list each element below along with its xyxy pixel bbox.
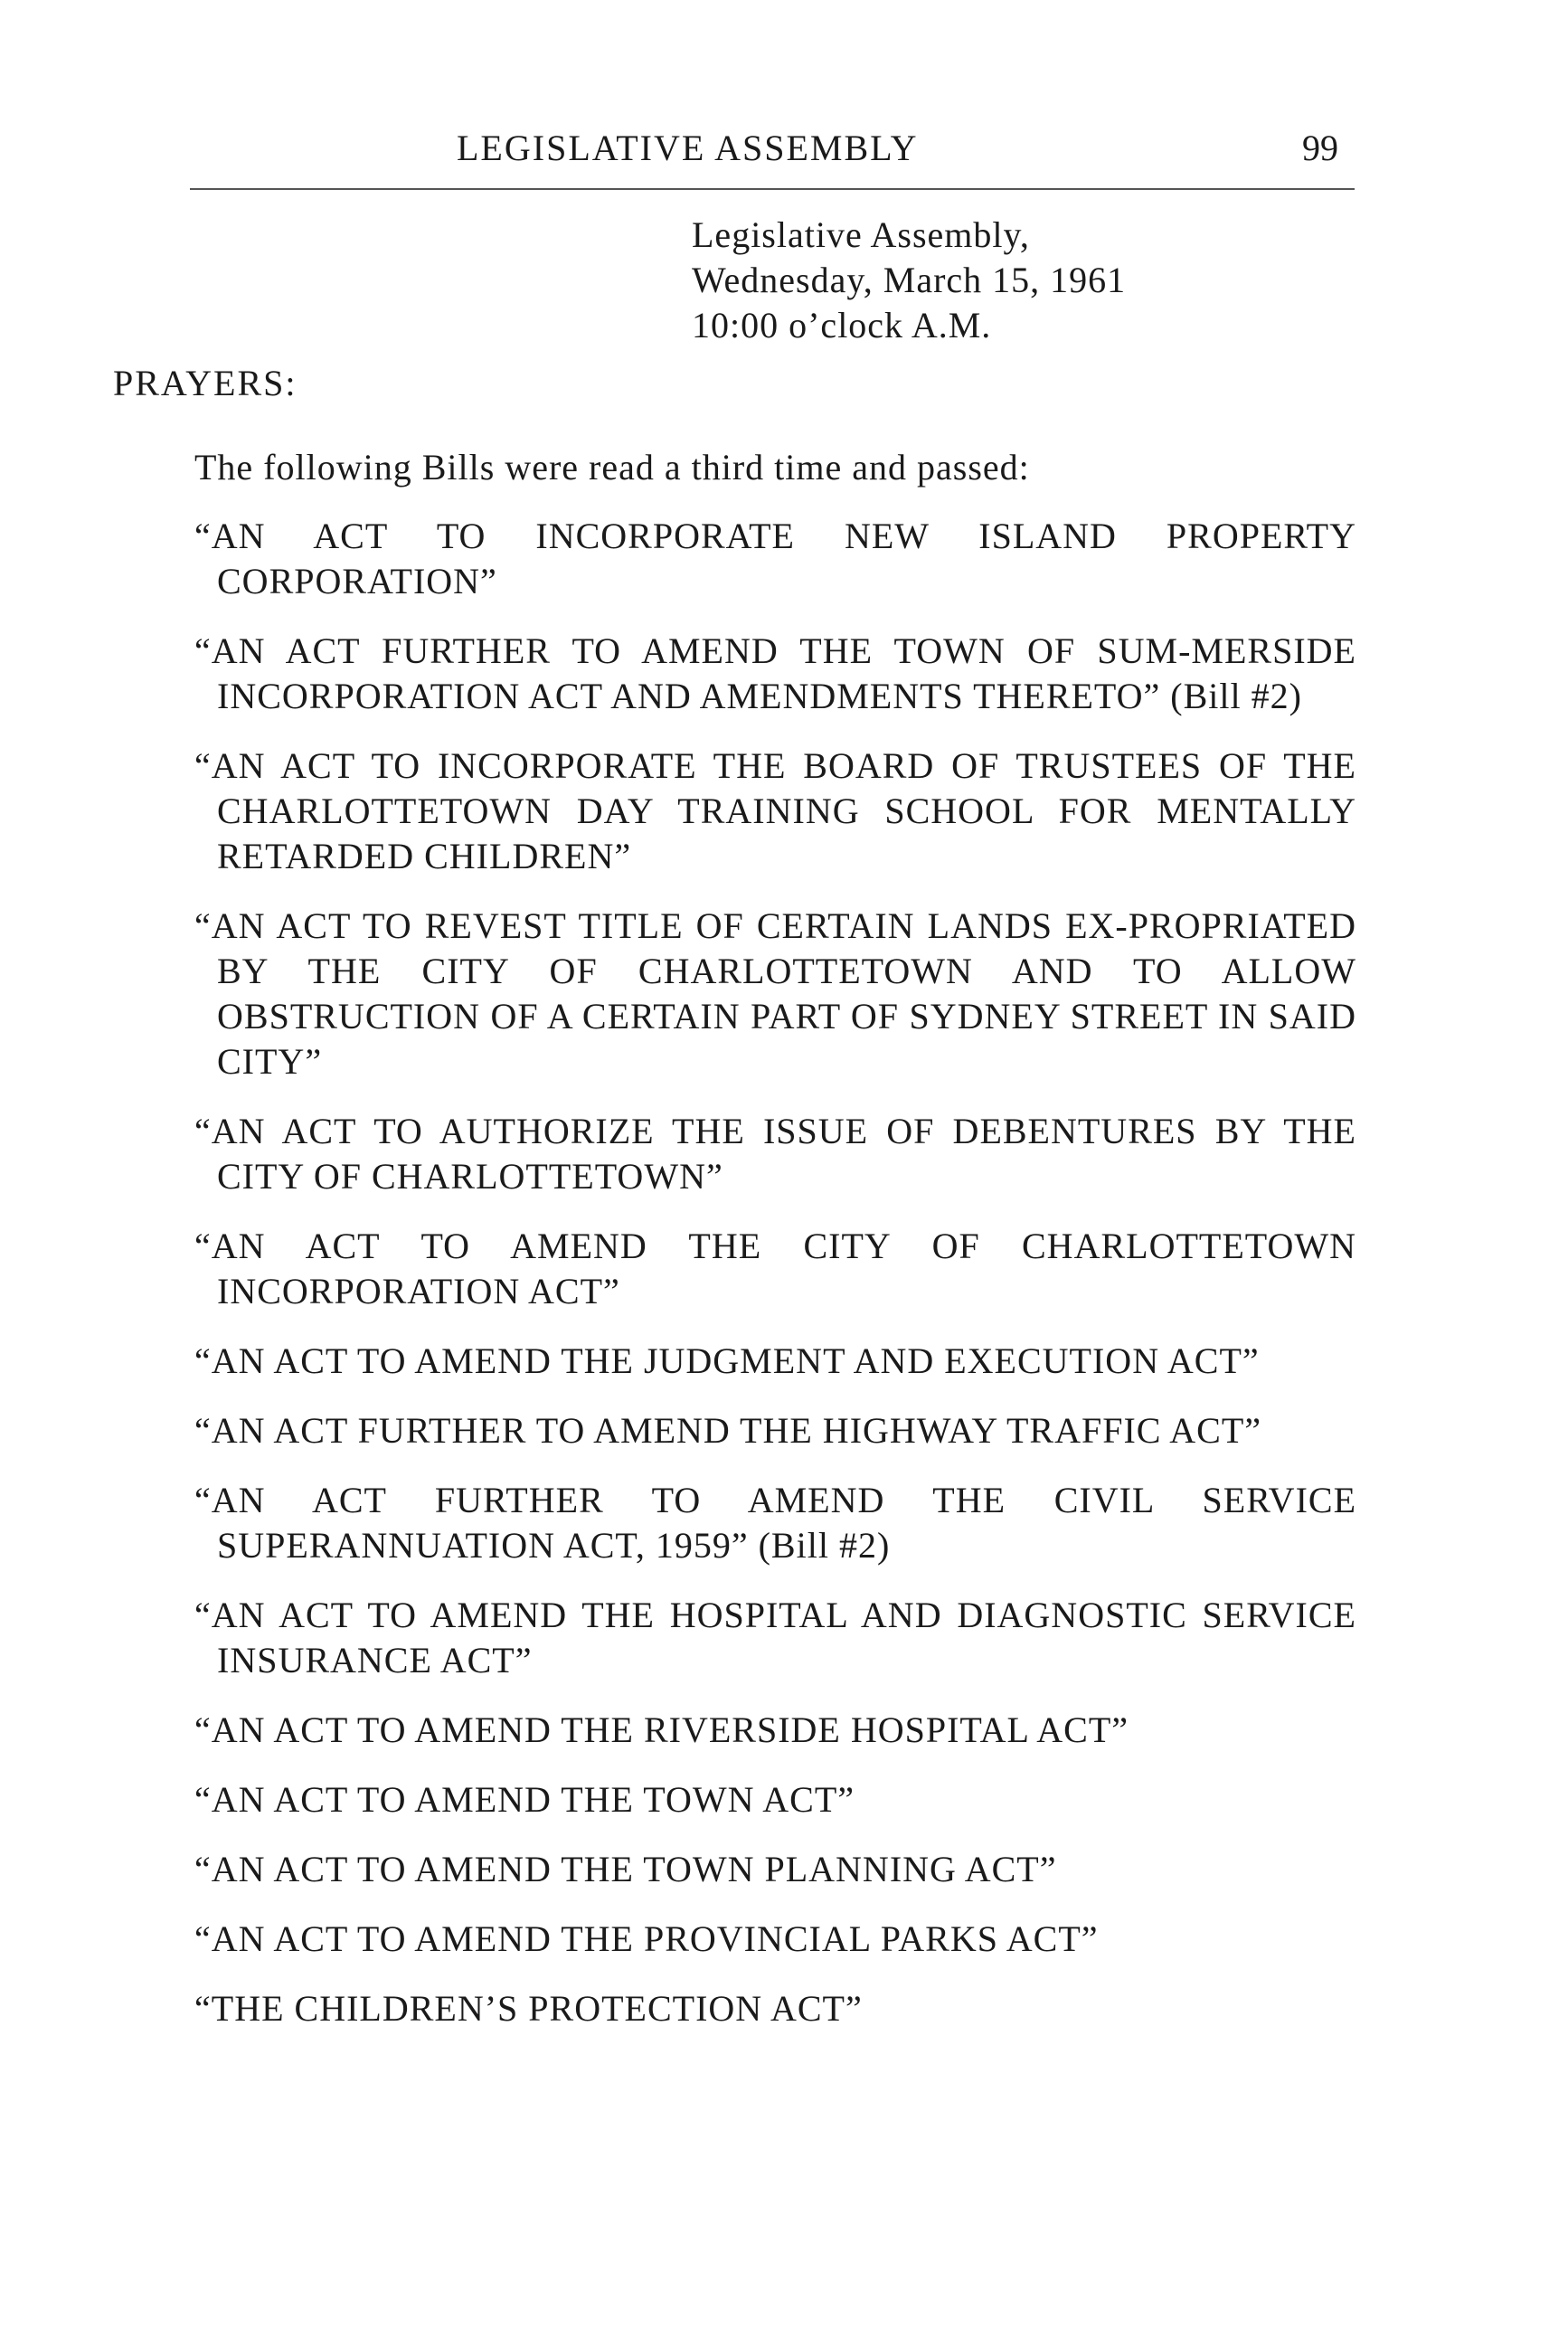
dateline bbox=[692, 213, 1126, 348]
bill-item: “AN ACT FURTHER TO AMEND THE CIVIL SERVICE SUPERANNUATION ACT, 1959” (Bill #2) bbox=[194, 1480, 1356, 1566]
bill-item: “AN ACT TO AMEND THE HOSPITAL AND DIAGNOSTIC SERVICE INSURANCE ACT” bbox=[194, 1595, 1356, 1680]
dateline-time: 10:00 o’clock A.M. bbox=[692, 305, 992, 346]
bill-item: “AN ACT TO AUTHORIZE THE ISSUE OF DEBENTURES BY THE CITY OF CHARLOTTETOWN” bbox=[194, 1111, 1356, 1197]
bill-list bbox=[194, 514, 1356, 2056]
bill-item: “AN ACT TO AMEND THE RIVERSIDE HOSPITAL ACT” bbox=[194, 1709, 1129, 1750]
running-head bbox=[0, 127, 1568, 172]
prayers-label: PRAYERS: bbox=[113, 363, 298, 403]
bill-item: “AN ACT TO INCORPORATE THE BOARD OF TRUSTEES OF THE CHARLOTTETOWN DAY TRAINING SCHOOL FOR MENTALLY RETARDED CHILDREN” bbox=[194, 745, 1356, 876]
bill-item: “AN ACT FURTHER TO AMEND THE TOWN OF SUM-MERSIDE INCORPORATION ACT AND AMENDMENTS THERETO” (Bill #2) bbox=[194, 630, 1356, 716]
page-number: 99 bbox=[1302, 128, 1338, 168]
bill-item: “THE CHILDREN’S PROTECTION ACT” bbox=[194, 1988, 863, 2029]
bill-item: “AN ACT TO AMEND THE PROVINCIAL PARKS ACT” bbox=[194, 1918, 1099, 1959]
bill-item: “AN ACT TO AMEND THE CITY OF CHARLOTTETOWN INCORPORATION ACT” bbox=[194, 1226, 1356, 1311]
running-title: LEGISLATIVE ASSEMBLY bbox=[457, 128, 919, 168]
dateline-date: Wednesday, March 15, 1961 bbox=[692, 260, 1127, 300]
bill-item: “AN ACT TO AMEND THE TOWN ACT” bbox=[194, 1779, 855, 1820]
bill-item: “AN ACT TO REVEST TITLE OF CERTAIN LANDS EX-PROPRIATED BY THE CITY OF CHARLOTTETOWN AND TO ALLOW OBSTRUCTION OF A CERTAIN PART OF SYDNEY STREET IN SAID CITY” bbox=[194, 905, 1356, 1082]
bill-item: “AN ACT FURTHER TO AMEND THE HIGHWAY TRAFFIC ACT” bbox=[194, 1410, 1262, 1451]
header-rule bbox=[190, 188, 1355, 190]
intro-text: The following Bills were read a third time and passed: bbox=[194, 447, 1030, 488]
dateline-assembly: Legislative Assembly, bbox=[692, 214, 1030, 255]
bill-item: “AN ACT TO INCORPORATE NEW ISLAND PROPERTY CORPORATION” bbox=[194, 516, 1356, 601]
bill-item: “AN ACT TO AMEND THE TOWN PLANNING ACT” bbox=[194, 1849, 1057, 1889]
bill-item: “AN ACT TO AMEND THE JUDGMENT AND EXECUTION ACT” bbox=[194, 1340, 1260, 1381]
